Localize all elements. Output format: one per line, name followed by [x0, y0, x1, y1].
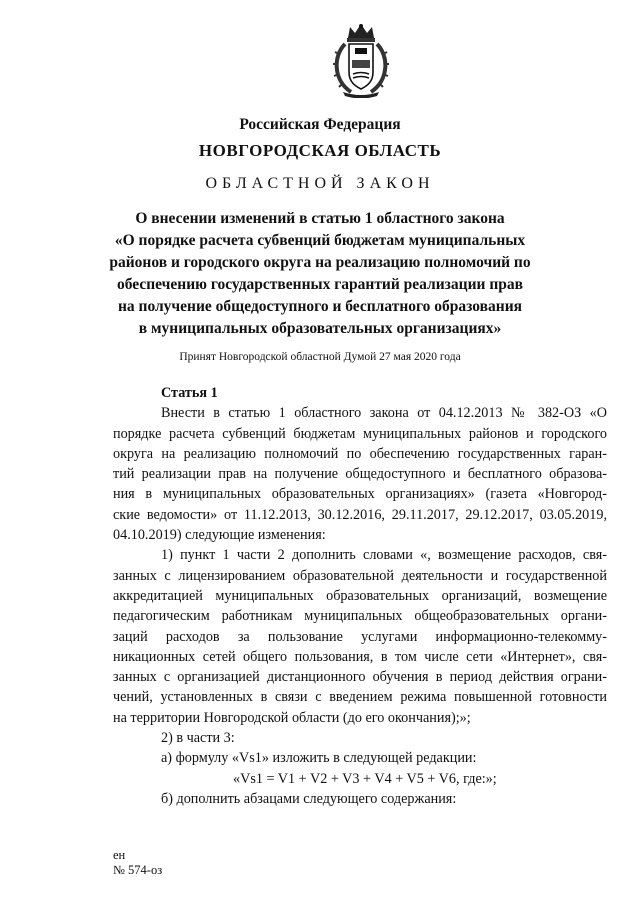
law-type-heading: ОБЛАСТНОЙ ЗАКОН	[205, 175, 435, 192]
paragraph-line: аккредитацией муниципальных образовательных организаций, возмещение	[113, 587, 607, 604]
paragraph-line: округа на реализацию полномочий по обеспечению государственных гаран-	[113, 445, 607, 462]
law-title-line: О внесении изменений в статью 1 областного закона	[135, 210, 505, 227]
paragraph-line: ские ведомости» от 11.12.2013, 30.12.2016, 29.11.2017, 29.12.2017, 03.05.2019,	[113, 506, 607, 523]
footer-initials: ен	[113, 848, 126, 862]
paragraph-line: заций расходов за пользование услугами информационно-телекомму-	[113, 628, 607, 645]
paragraph-line: на территории Новгородской области (до его окончания);»;	[113, 709, 471, 726]
paragraph-line: ния в муниципальных образовательных организациях» (газета «Новгород-	[113, 486, 607, 503]
law-title-line: в муниципальных образовательных организациях»	[138, 320, 502, 337]
law-title-line: районов и городского округа на реализацию полномочий по	[109, 254, 531, 271]
law-title-line: на получение общедоступного и бесплатного образования	[117, 298, 523, 315]
paragraph-line: порядке расчета субвенций бюджетам муниципальных районов и городского	[113, 425, 607, 442]
law-title-line: обеспечению государственных гарантий реализации прав	[116, 276, 524, 293]
paragraph-line: тий реализации прав на получение общедоступного и бесплатного образова-	[113, 466, 607, 483]
footer-number: № 574-оз	[113, 863, 163, 877]
paragraph-line: Внести в статью 1 областного закона от 04.12.2013 № 382-ОЗ «О	[161, 405, 607, 422]
adoption-note: Принят Новгородской областной Думой 27 мая 2020 года	[179, 351, 461, 363]
law-title-line: «О порядке расчета субвенций бюджетам муниципальных	[114, 232, 526, 249]
document-footer	[113, 848, 162, 878]
law-title	[0, 208, 640, 340]
region-heading: НОВГОРОДСКАЯ ОБЛАСТЬ	[198, 141, 442, 160]
paragraph-line: б) дополнить абзацами следующего содержания:	[161, 790, 457, 807]
article-body	[113, 383, 607, 809]
paragraph-line: 1) пункт 1 части 2 дополнить словами «, возмещение расходов, свя-	[161, 547, 607, 564]
paragraph-line: чений, установленных в связи с введением режима повышенной готовности	[113, 689, 607, 706]
paragraph-line: никационных сетей общего пользования, в том числе сети «Интернет», свя-	[113, 648, 607, 665]
paragraph-line: занных с организацией дистанционного обучения в период действия ограни-	[113, 669, 607, 686]
paragraph-line: занных с лицензированием образовательной деятельности и государственной	[113, 567, 607, 584]
paragraph-line: педагогическим работникам муниципальных общеобразовательных органи-	[113, 608, 607, 625]
paragraph-line: 2) в части 3:	[161, 730, 235, 747]
formula-line: «Vs1 = V1 + V2 + V3 + V4 + V5 + V6, где:»;	[233, 770, 497, 787]
article-heading: Статья 1	[161, 385, 218, 401]
federation-heading: Российская Федерация	[239, 116, 401, 133]
paragraph-line: а) формулу «Vs1» изложить в следующей редакции:	[161, 750, 477, 767]
coat-of-arms-emblem	[331, 22, 391, 98]
paragraph-line: 04.10.2019) следующие изменения:	[113, 527, 326, 544]
